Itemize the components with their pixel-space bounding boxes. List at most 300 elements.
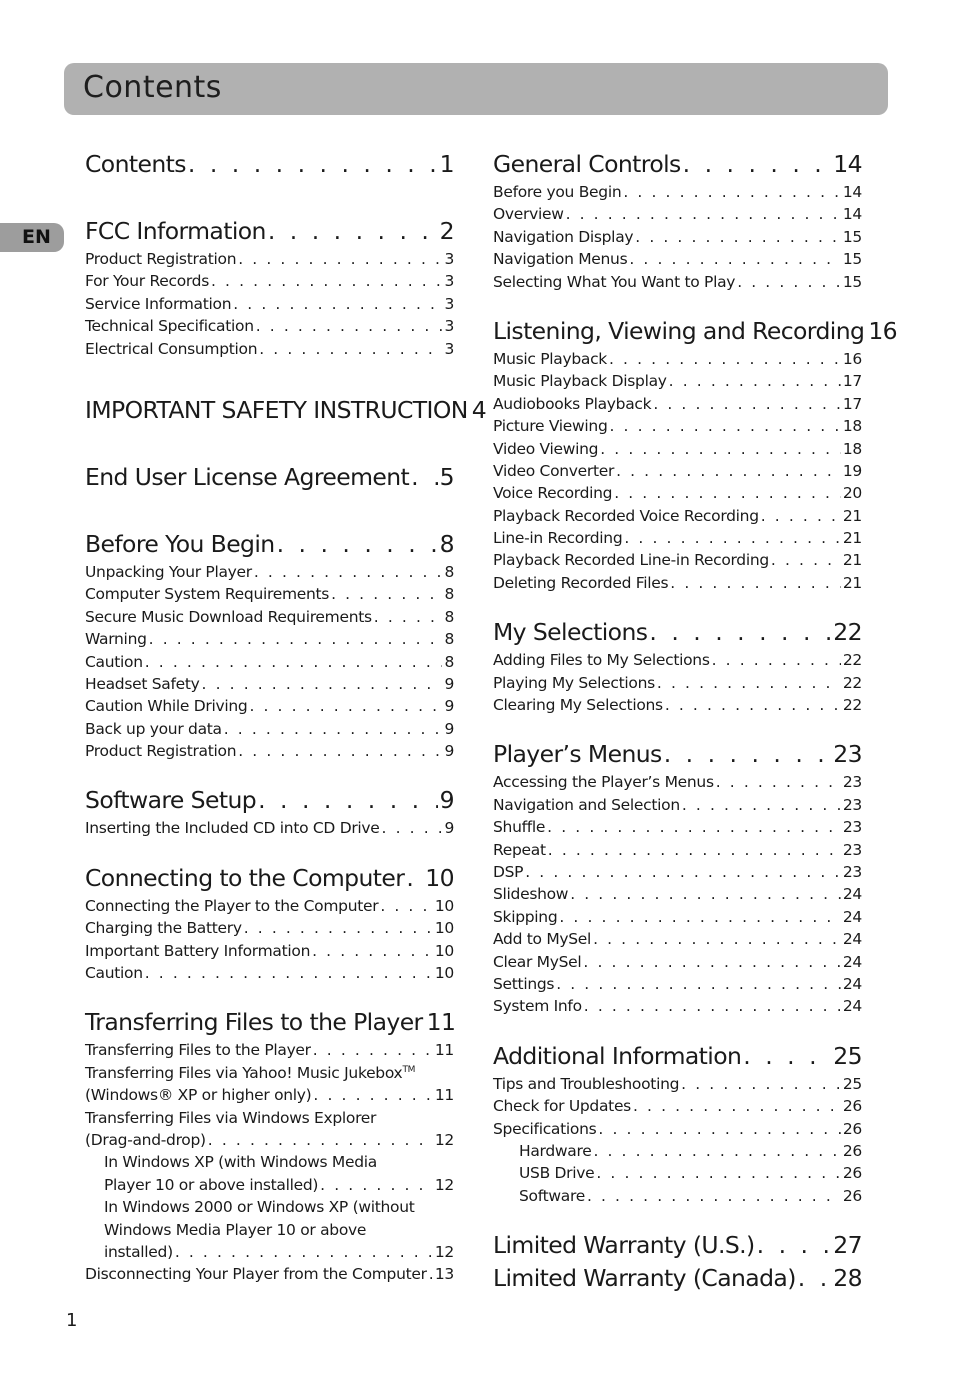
spacer — [85, 986, 454, 1008]
entry-title: Before you Begin — [493, 183, 622, 201]
toc-section-software — [85, 786, 454, 841]
entry-page: 24 — [842, 997, 862, 1016]
entry-title: Clear MySel — [493, 952, 582, 971]
toc-entry[interactable] — [85, 630, 454, 652]
dot-leader — [665, 696, 841, 714]
section-title: IMPORTANT SAFETY INSTRUCTION — [85, 395, 468, 424]
dot-leader — [743, 1042, 831, 1070]
section-title: Limited Warranty (U.S.) — [493, 1231, 755, 1260]
toc-entry[interactable] — [85, 1131, 454, 1153]
dot-leader — [249, 697, 442, 715]
entry-title: Navigation Display — [493, 227, 634, 246]
entry-title: (Drag-and-drop) — [85, 1130, 206, 1149]
section-title: Player’s Menus — [493, 740, 662, 769]
dot-leader — [208, 1131, 433, 1149]
toc-entry[interactable] — [493, 953, 862, 975]
section-page: 1 — [439, 150, 454, 178]
toc-entry[interactable] — [85, 1041, 454, 1063]
dot-leader — [682, 796, 841, 814]
entry-page: 21 — [842, 529, 862, 548]
toc-entry[interactable] — [493, 462, 862, 484]
entry-title: Charging the Battery — [85, 919, 242, 938]
toc-entry[interactable] — [493, 1075, 862, 1097]
dot-leader — [312, 942, 433, 960]
entry-page: 24 — [842, 974, 862, 993]
toc-entry[interactable] — [493, 674, 862, 696]
toc-section-additional — [493, 1042, 862, 1209]
entry-title: Caution — [85, 652, 143, 671]
toc-section-safety — [85, 395, 487, 429]
entry-page: 25 — [842, 1074, 862, 1093]
section-heading-additional[interactable] — [493, 1042, 862, 1075]
entry-title: Electrical Consumption — [85, 339, 258, 358]
entry-title: Navigation and Selection — [493, 795, 680, 814]
section-page: 8 — [439, 529, 454, 558]
entry-page: 8 — [444, 562, 454, 581]
toc-entry[interactable] — [85, 563, 454, 585]
entry-title: Playing My Selections — [493, 673, 655, 692]
spacer — [85, 764, 454, 786]
dot-leader — [629, 250, 841, 268]
dot-leader — [548, 841, 841, 859]
toc-entry-line: In Windows XP (with Windows Media — [104, 1153, 377, 1172]
entry-title: Back up your data — [85, 719, 222, 738]
entry-title: Caution — [85, 964, 143, 983]
entry-title: Service Information — [85, 294, 232, 313]
entry-page: 16 — [842, 349, 862, 368]
entry-title: Add to MySel — [493, 930, 592, 949]
section-title: Transferring Files to the Player — [85, 1008, 423, 1037]
entry-page: 24 — [842, 907, 862, 926]
entry-title: Voice Recording — [493, 484, 613, 503]
entry-page: 8 — [444, 607, 454, 626]
entry-title: Transferring Files to the Player — [85, 1041, 311, 1060]
dot-leader — [202, 675, 443, 693]
dot-leader — [145, 964, 433, 982]
toc-entry[interactable] — [493, 696, 862, 718]
entry-page: 12 — [434, 1175, 454, 1194]
toc-entry[interactable] — [493, 1097, 862, 1119]
toc-entry-line: Transferring Files via Windows Explorer — [85, 1108, 377, 1127]
entry-page: 26 — [842, 1119, 862, 1138]
entry-title: Warning — [85, 630, 147, 649]
dot-leader — [429, 1265, 433, 1283]
toc-entry[interactable] — [85, 897, 454, 919]
dot-leader — [224, 720, 443, 738]
entry-page: 15 — [842, 272, 862, 291]
entry-page: 26 — [842, 1186, 862, 1205]
section-page: 14 — [833, 150, 862, 178]
dot-leader — [566, 205, 841, 223]
entry-title: Software — [519, 1186, 585, 1205]
section-page: 2 — [439, 217, 454, 245]
spacer — [493, 718, 862, 740]
entry-page: 15 — [842, 227, 862, 246]
entry-page: 23 — [842, 818, 862, 837]
dot-leader — [238, 742, 442, 760]
entry-page: 26 — [842, 1141, 862, 1160]
toc-section-listening — [493, 316, 898, 596]
toc-entry[interactable] — [493, 507, 862, 529]
entry-title-part: Transferring Files via Yahoo! Music Jukebox — [85, 1063, 403, 1082]
dot-leader — [593, 930, 841, 948]
toc-entry[interactable] — [493, 350, 862, 372]
section-title: Additional Information — [493, 1041, 742, 1070]
entry-page: 18 — [842, 439, 862, 458]
entry-title: For Your Records — [85, 272, 209, 291]
toc-entry[interactable] — [85, 720, 454, 742]
section-heading-warranty-ca[interactable] — [493, 1264, 862, 1297]
spacer — [85, 842, 454, 864]
toc-entry[interactable] — [85, 317, 454, 339]
toc-entry[interactable] — [493, 1120, 862, 1142]
toc-entry[interactable] — [493, 205, 862, 227]
dot-leader — [277, 530, 438, 558]
toc-entry[interactable] — [493, 1187, 862, 1209]
entry-page: 10 — [434, 964, 454, 983]
dot-leader — [771, 551, 841, 569]
section-page: 22 — [833, 618, 862, 647]
dot-leader — [635, 228, 841, 246]
entry-page: 22 — [842, 696, 862, 715]
entry-page: 23 — [842, 773, 862, 792]
dot-leader — [681, 1075, 841, 1093]
toc-entry[interactable] — [85, 697, 454, 719]
dot-leader — [556, 975, 841, 993]
entry-title: DSP — [493, 862, 524, 881]
section-page: 9 — [439, 786, 454, 815]
toc-entry[interactable] — [493, 484, 862, 506]
entry-title: Inserting the Included CD into CD Drive — [85, 819, 380, 838]
entry-title: Player 10 or above installed) — [104, 1175, 319, 1194]
language-tab — [0, 223, 64, 252]
toc-section-general — [493, 150, 862, 295]
entry-page: 23 — [842, 862, 862, 881]
dot-leader — [380, 897, 433, 915]
dot-leader — [244, 919, 433, 937]
toc-entry[interactable] — [493, 273, 862, 295]
toc-entry[interactable] — [493, 1142, 862, 1164]
entry-title: USB Drive — [519, 1164, 595, 1183]
dot-leader — [547, 818, 841, 836]
toc-entry[interactable] — [85, 585, 454, 607]
toc-entry[interactable] — [85, 608, 454, 630]
toc-entry[interactable] — [85, 942, 454, 964]
toc-entry[interactable] — [493, 529, 862, 551]
dot-leader — [238, 250, 442, 268]
entry-title: Secure Music Download Requirements — [85, 607, 372, 626]
entry-page: 3 — [444, 317, 454, 336]
dot-leader — [411, 463, 438, 491]
toc-entry[interactable] — [493, 796, 862, 818]
entry-title: Slideshow — [493, 885, 569, 904]
entry-page: 8 — [444, 585, 454, 604]
dot-leader — [331, 585, 442, 603]
dot-leader — [525, 863, 841, 881]
toc-entry[interactable] — [493, 818, 862, 840]
dot-leader — [175, 1243, 433, 1261]
dot-leader — [633, 1097, 841, 1115]
toc-entry[interactable] — [85, 1243, 454, 1265]
section-title: Limited Warranty (Canada) — [493, 1264, 796, 1293]
toc-entry[interactable] — [85, 964, 454, 986]
section-page: 28 — [833, 1264, 862, 1293]
section-heading-transferring[interactable] — [85, 1008, 454, 1041]
toc-entry[interactable] — [85, 250, 454, 272]
entry-page: 23 — [842, 795, 862, 814]
entry-page: 11 — [434, 1041, 454, 1060]
section-heading-safety[interactable] — [85, 395, 487, 429]
toc-entry-line — [85, 1064, 454, 1086]
entry-page: 21 — [842, 551, 862, 570]
toc-section-eula — [85, 463, 454, 496]
entry-page: 21 — [842, 573, 862, 592]
dot-leader — [669, 372, 841, 390]
entry-title: Skipping — [493, 907, 558, 926]
section-page: 25 — [833, 1041, 862, 1070]
entry-page: 11 — [434, 1086, 454, 1105]
entry-page: 9 — [444, 719, 454, 738]
entry-title: Picture Viewing — [493, 417, 608, 436]
dot-leader — [211, 272, 442, 290]
toc-entry[interactable] — [493, 1164, 862, 1186]
section-heading-selections[interactable] — [493, 618, 862, 651]
dot-leader — [670, 574, 841, 592]
spacer — [493, 596, 862, 618]
entry-page: 3 — [444, 294, 454, 313]
toc-entry[interactable] — [493, 228, 862, 250]
toc-right-column — [493, 150, 898, 1297]
entry-page: 3 — [444, 250, 454, 268]
spacer — [85, 362, 454, 396]
section-page: 11 — [426, 1008, 456, 1037]
entry-page: 22 — [842, 651, 862, 670]
toc-section-selections — [493, 618, 862, 718]
section-title: My Selections — [493, 618, 648, 647]
toc-entry-line: In Windows 2000 or Windows XP (without — [104, 1198, 415, 1217]
entry-page: 9 — [444, 674, 454, 693]
dot-leader — [623, 183, 841, 201]
section-title: General Controls — [493, 150, 681, 178]
dot-leader — [233, 295, 442, 313]
dot-leader — [593, 1142, 840, 1160]
entry-page: 20 — [842, 484, 862, 503]
dot-leader — [382, 819, 443, 837]
spacer — [85, 183, 454, 217]
section-page: 16 — [868, 316, 898, 345]
entry-title: Settings — [493, 974, 555, 993]
dot-leader — [374, 608, 443, 626]
entry-page: 12 — [434, 1242, 454, 1261]
toc-entry[interactable] — [85, 675, 454, 697]
toc-entry[interactable] — [493, 372, 862, 394]
section-heading-menus[interactable] — [493, 740, 862, 773]
toc-entry[interactable] — [85, 272, 454, 294]
section-heading-software[interactable] — [85, 786, 454, 819]
dot-leader — [649, 618, 831, 646]
page-number: 1 — [66, 1310, 78, 1331]
toc-section-connecting — [85, 864, 454, 987]
section-heading-connecting[interactable] — [85, 864, 454, 897]
toc-entry[interactable] — [493, 651, 862, 673]
entry-title: Caution While Driving — [85, 697, 248, 716]
spacer — [493, 1209, 862, 1231]
toc-entry[interactable] — [493, 841, 862, 863]
dot-leader — [268, 217, 438, 245]
entry-page: 24 — [842, 952, 862, 971]
entry-page: 10 — [434, 919, 454, 938]
entry-page: 9 — [444, 697, 454, 716]
toc-entry[interactable] — [493, 417, 862, 439]
entry-title: Computer System Requirements — [85, 585, 330, 604]
toc-entry[interactable] — [85, 340, 454, 362]
entry-page: 14 — [842, 183, 862, 201]
entry-title: Video Converter — [493, 461, 615, 480]
toc-entry[interactable] — [493, 183, 862, 205]
toc-entry-line: Windows Media Player 10 or above — [104, 1220, 367, 1239]
entry-title: Specifications — [493, 1119, 597, 1138]
dot-leader — [596, 1164, 841, 1182]
section-page: 23 — [833, 740, 862, 769]
section-title: Connecting to the Computer — [85, 863, 405, 892]
dot-leader — [254, 563, 443, 581]
entry-title: Connecting the Player to the Computer — [85, 896, 379, 915]
entry-title: Playback Recorded Line-in Recording — [493, 551, 769, 570]
entry-title: Playback Recorded Voice Recording — [493, 506, 759, 525]
entry-page: 15 — [842, 250, 862, 269]
toc-entry[interactable] — [493, 863, 862, 885]
section-title: Software Setup — [85, 786, 257, 815]
section-title: Contents — [85, 150, 186, 178]
section-heading-listening[interactable] — [493, 316, 898, 350]
entry-title: Deleting Recorded Files — [493, 573, 669, 592]
dot-leader — [664, 740, 832, 768]
dot-leader — [320, 1176, 433, 1194]
entry-page: 18 — [842, 417, 862, 436]
toc-entry[interactable] — [85, 295, 454, 317]
dot-leader — [559, 908, 841, 926]
section-title: End User License Agreement — [85, 462, 410, 491]
entry-page: 9 — [444, 819, 454, 838]
entry-title: Check for Updates — [493, 1097, 631, 1116]
dot-leader — [259, 340, 442, 358]
toc-entry[interactable] — [85, 819, 454, 841]
section-heading-general[interactable] — [493, 150, 862, 183]
toc-section-fcc — [85, 217, 454, 362]
entry-page: 14 — [842, 205, 862, 224]
entry-page: 8 — [444, 630, 454, 649]
entry-page: 26 — [842, 1164, 862, 1183]
section-title: Listening, Viewing and Recording — [493, 316, 865, 345]
entry-page: 9 — [444, 742, 454, 761]
entry-page: 10 — [434, 941, 454, 960]
toc-entry[interactable] — [85, 742, 454, 764]
dot-leader — [570, 885, 841, 903]
page-title: Contents — [83, 70, 222, 105]
entry-title: Music Playback — [493, 349, 607, 368]
entry-page: 24 — [842, 930, 862, 949]
entry-title: Hardware — [519, 1141, 592, 1160]
entry-page: 10 — [434, 896, 454, 915]
entry-title: Unpacking Your Player — [85, 562, 252, 581]
dot-leader — [624, 529, 841, 547]
entry-title: Adding Files to My Selections — [493, 651, 710, 670]
dot-leader — [712, 651, 841, 669]
entry-title: Clearing My Selections — [493, 696, 663, 715]
section-heading-warranty-us[interactable] — [493, 1231, 862, 1264]
section-heading-eula[interactable] — [85, 463, 454, 496]
toc-entry[interactable] — [85, 1176, 454, 1198]
trademark-mark: TM — [402, 1064, 416, 1075]
dot-leader — [313, 1041, 433, 1059]
dot-leader — [313, 1086, 432, 1104]
toc-entry[interactable] — [493, 250, 862, 272]
dot-leader — [583, 953, 840, 971]
dot-leader — [587, 1187, 841, 1205]
entry-page: 13 — [434, 1265, 454, 1284]
entry-page: 17 — [842, 372, 862, 391]
dot-leader — [653, 395, 841, 413]
toc-entry[interactable] — [493, 440, 862, 462]
entry-title: Shuffle — [493, 818, 546, 837]
toc-section-menus — [493, 740, 862, 1019]
dot-leader — [609, 350, 841, 368]
dot-leader — [188, 150, 438, 178]
toc-entry[interactable] — [493, 908, 862, 930]
toc-section-warranty-us — [493, 1231, 862, 1264]
dot-leader — [598, 1120, 840, 1138]
toc-entry[interactable] — [493, 773, 862, 795]
toc-entry[interactable] — [85, 653, 454, 675]
header-bar — [64, 63, 888, 115]
dot-leader — [614, 484, 841, 502]
entry-title: installed) — [104, 1242, 173, 1261]
toc-entry[interactable] — [493, 551, 862, 573]
toc-entry[interactable] — [85, 1086, 454, 1108]
toc-entry[interactable] — [85, 919, 454, 941]
section-page: 5 — [439, 462, 454, 491]
dot-leader — [584, 997, 841, 1015]
section-heading-contents[interactable] — [85, 150, 454, 183]
entry-title: Product Registration — [85, 250, 237, 268]
section-heading-before[interactable] — [85, 530, 454, 563]
entry-page: 22 — [842, 673, 862, 692]
dot-leader — [716, 773, 841, 791]
toc-entry[interactable] — [493, 930, 862, 952]
toc-entry[interactable] — [493, 574, 862, 596]
spacer — [85, 429, 454, 463]
toc-section-before — [85, 530, 454, 765]
dot-leader — [256, 317, 443, 335]
entry-title: (Windows® XP or higher only) — [85, 1086, 312, 1105]
section-page: 4 — [471, 395, 487, 424]
toc-entry[interactable] — [85, 1265, 454, 1287]
toc-entry[interactable] — [493, 885, 862, 907]
dot-leader — [798, 1264, 832, 1292]
spacer — [85, 496, 454, 530]
toc-entry[interactable] — [493, 975, 862, 997]
entry-title: Music Playback Display — [493, 372, 667, 391]
dot-leader — [258, 786, 438, 814]
section-heading-fcc[interactable] — [85, 217, 454, 250]
entry-page: 23 — [842, 840, 862, 859]
language-label: EN — [22, 226, 51, 248]
dot-leader — [616, 462, 841, 480]
toc-entry[interactable] — [493, 997, 862, 1019]
entry-title: Important Battery Information — [85, 941, 311, 960]
toc-entry[interactable] — [493, 395, 862, 417]
entry-title: Disconnecting Your Player from the Computer — [85, 1265, 427, 1284]
